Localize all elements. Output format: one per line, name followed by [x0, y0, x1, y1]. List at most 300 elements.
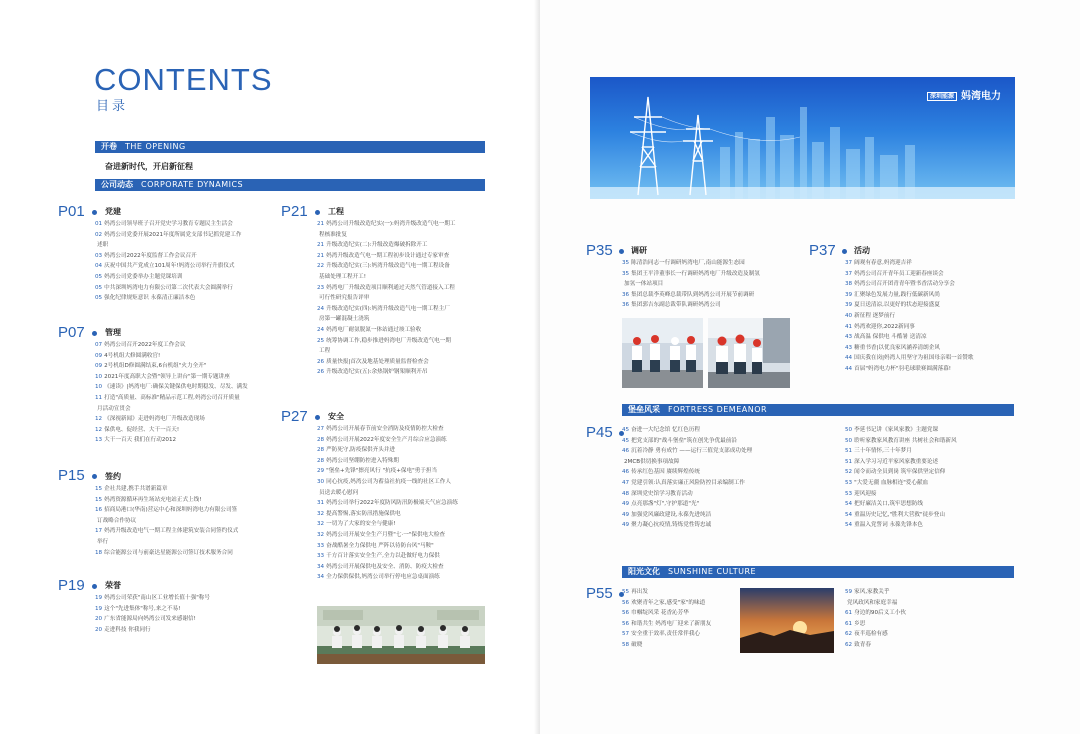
toc-page-number: 43 — [845, 334, 853, 341]
toc-entry-title: 点亮那盏"灯",守护那道"光" — [631, 501, 700, 508]
toc-entry — [845, 478, 957, 489]
toc-entry-title: 三十年情怀,三十年梦月 — [854, 448, 912, 455]
section-dot — [92, 210, 97, 215]
toc-entry — [95, 230, 241, 241]
list-huodong — [845, 258, 973, 375]
toc-entry-title: "堡垒+先锋"擦亮风行 "抗疫+保电"勇于担当 — [326, 468, 438, 475]
toc-entry-title: 家风,家教关乎 — [854, 589, 890, 595]
toc-entry — [622, 425, 752, 436]
toc-entry — [622, 619, 711, 630]
toc-entry — [95, 516, 238, 527]
toc-entry-title: 和谐共生 妈湾电厂迎来了新朋友 — [631, 620, 712, 627]
toc-page-number: 33 — [317, 542, 325, 549]
toc-entry-title: 举行 — [97, 538, 109, 545]
toc-entry — [317, 562, 458, 573]
toc-entry — [845, 353, 973, 364]
toc-entry-title: 国庆我在岗|妈湾人用坚守为祖国母亲唱一首赞歌 — [854, 355, 974, 362]
toc-entry-title: 妈湾升级改造电气一期工程主体建筑安装合同签约仪式 — [104, 528, 239, 535]
toc-entry-title: 身边的90后义工小伙 — [854, 610, 906, 617]
toc-entry-title: 月活动宣贯会 — [97, 405, 131, 412]
toc-entry — [317, 435, 458, 446]
toc-page-number: 62 — [845, 631, 853, 638]
toc-page-number: 19 — [95, 605, 103, 612]
toc-entry — [95, 425, 248, 436]
toc-entry — [845, 322, 973, 333]
toc-entry — [845, 311, 973, 322]
toc-entry — [317, 572, 458, 583]
toc-entry-title: 妈湾公司坚绷防控进入特殊期 — [326, 457, 399, 464]
list-dangjian — [95, 219, 241, 304]
toc-entry-title: 质量快报|首次及地基处理质量监督检查会 — [326, 358, 429, 365]
toc-entry-title: 李延书记讲《家风家教》主题党课 — [854, 427, 939, 433]
list-anquan — [317, 424, 458, 583]
section-title-qianyue: 签约 — [105, 472, 121, 481]
toc-page-number: 03 — [95, 252, 103, 259]
toc-entry — [622, 608, 711, 619]
toc-entry — [317, 357, 455, 368]
toc-page-number: 40 — [845, 312, 853, 319]
toc-page-number: 24 — [317, 305, 325, 312]
list-sunshine-right — [845, 587, 906, 651]
toc-page-number: 19 — [95, 595, 103, 601]
toc-entry — [317, 219, 455, 230]
toc-entry — [845, 608, 906, 619]
toc-entry — [317, 367, 455, 378]
toc-entry — [95, 414, 248, 425]
toc-entry — [845, 457, 957, 468]
company-logo — [927, 87, 1001, 102]
toc-page-number: 09 — [95, 352, 103, 359]
toc-entry-title: 战高温 保供电 斗酷暑 送清凉 — [854, 334, 927, 341]
toc-entry-title: 《速读》|妈湾电厂:确保关键保供电时期稳发、尽发、满发 — [104, 384, 248, 391]
toc-entry — [95, 435, 248, 446]
toc-entry-title: 述职 — [97, 242, 109, 249]
toc-page-number: 05 — [95, 284, 103, 291]
toc-entry-title: 阔观有春意,妈湾迎吉祥 — [854, 260, 912, 266]
toc-entry — [845, 269, 973, 280]
toc-entry-title: 《深视新闻》走进妈湾电厂升级改造现场 — [104, 416, 205, 423]
toc-page-number: 51 — [845, 458, 853, 465]
toc-entry-title: 巾帼绽风采 花香沁芳华 — [631, 610, 689, 617]
toc-entry-title: 招商局港口(华南)营运中心和深圳妈湾电力有限公司签 — [104, 507, 238, 514]
toc-entry-title: 2MCB供切换事项故障 — [624, 458, 680, 465]
toc-entry — [95, 351, 248, 362]
toc-entry-title: 4号机组大修圆满收官! — [104, 352, 161, 359]
list-fortress-left — [622, 425, 752, 531]
fortress-bar-en: FORTRESS DEMEANOR — [668, 405, 768, 414]
toc-page-number: 47 — [622, 479, 630, 486]
toc-page-number: 26 — [317, 369, 325, 376]
toc-entry-title: 深圳党史馆学习教育活动 — [631, 490, 693, 497]
section-page-p27: P27 — [281, 408, 308, 425]
inspection-photo-1 — [622, 318, 703, 388]
toc-entry — [95, 272, 241, 283]
toc-entry-title: 妈湾公司举行2022年度防风防汛防极端天气应急演练 — [326, 500, 458, 507]
toc-entry — [845, 436, 957, 447]
toc-page-number: 49 — [622, 511, 630, 518]
toc-entry — [317, 488, 458, 499]
toc-entry-title: 奋战酷暑全力保供电 严阵以待防台风"马鞍" — [326, 542, 434, 549]
toc-entry — [622, 640, 711, 651]
toc-page-number: 26 — [317, 358, 325, 365]
toc-entry-title: 深入学习习近平家风家教重要论述 — [854, 458, 939, 465]
toc-entry-title: 千方百计落实安全生产,全力以赴做好电力保供 — [326, 553, 440, 560]
toc-page-number: 45 — [622, 437, 630, 444]
toc-entry — [317, 261, 455, 272]
toc-entry — [317, 336, 455, 347]
toc-entry — [845, 300, 973, 311]
toc-page-number: 62 — [845, 641, 853, 648]
toc-entry — [95, 495, 238, 506]
toc-page-number: 51 — [845, 448, 853, 455]
toc-entry — [845, 446, 957, 457]
sunshine-bar-zh: 阳光文化 — [628, 567, 660, 576]
toc-page-number: 49 — [622, 522, 630, 529]
toc-entry-title: 打造"高质量、高标准"精品示范工程,妈湾公司召开质量 — [104, 394, 240, 401]
toc-entry-title: 广东省能源局向妈湾公司发来感谢信! — [104, 616, 196, 623]
toc-entry-title: 致青春 — [854, 641, 871, 648]
toc-entry-title: 工程 — [319, 348, 331, 355]
toc-page-number: 58 — [622, 641, 630, 648]
toc-entry-title: "大爱无疆 血脉相连"爱心献血 — [854, 479, 929, 486]
toc-page-number: 32 — [317, 521, 325, 528]
section-title-rongyu: 荣誉 — [105, 581, 121, 590]
toc-page-number: 53 — [845, 490, 853, 497]
toc-entry-title: 妈湾电厂耐氨脱氮一体站通过竣工验收 — [326, 326, 422, 333]
toc-entry — [317, 304, 455, 315]
toc-entry-title: 升级改造纪实(二):升级改造爆破拆除开工 — [326, 242, 428, 249]
section-page-p45: P45 — [586, 424, 613, 441]
inspection-photo-2 — [708, 318, 790, 388]
toc-entry — [622, 510, 752, 521]
toc-entry-title: 妈湾升级改造气电一期工程初步设计通过专家审查 — [326, 252, 450, 259]
toc-entry — [622, 467, 752, 478]
toc-page-number: 43 — [845, 344, 853, 351]
toc-entry-title: 升级改造纪实(四):妈湾升级改造气电一期工程主厂 — [326, 305, 450, 312]
toc-page-number: 25 — [317, 337, 325, 344]
list-diaoyan — [622, 258, 760, 311]
toc-page-number: 41 — [845, 323, 853, 330]
toc-page-number: 59 — [845, 589, 853, 595]
toc-page-number: 05 — [95, 295, 103, 302]
toc-page-number: 50 — [845, 437, 853, 444]
section-page-p15: P15 — [58, 467, 85, 484]
toc-entry — [95, 293, 241, 304]
toc-entry — [845, 510, 957, 521]
sunshine-bar — [622, 566, 1014, 578]
toc-entry — [845, 425, 957, 436]
toc-page-number: 20 — [95, 626, 103, 633]
toc-entry — [622, 457, 752, 468]
meeting-photo — [317, 606, 485, 664]
toc-entry-title: 集团王平洋董事长一行调研妈湾电厂升级改造及制氢 — [631, 270, 760, 277]
toc-entry — [845, 258, 973, 269]
toc-entry — [317, 251, 455, 262]
sunset-photo — [740, 588, 834, 653]
list-guanli — [95, 340, 248, 446]
toc-entry — [622, 489, 752, 500]
toc-entry-title: 把党支部的"战斗堡垒"筑在创先争优最前沿 — [631, 437, 737, 444]
toc-entry — [622, 300, 760, 311]
toc-entry-title: 妈湾公司开展安全生产月暨"七·一"保供电大检查 — [326, 531, 445, 538]
toc-page-number: 38 — [845, 281, 853, 288]
toc-page-number: 31 — [317, 500, 325, 507]
toc-entry — [95, 261, 241, 272]
toc-entry-title: 夜半巡检有感 — [854, 631, 888, 638]
toc-entry — [845, 489, 957, 500]
fortress-bar — [622, 404, 1014, 416]
toc-page-number: 21 — [317, 221, 325, 227]
toc-entry — [95, 625, 210, 636]
toc-entry-title: 集团郭吉东副总裁带队调研妈湾公司 — [631, 302, 721, 309]
toc-entry — [845, 467, 957, 478]
dynamics-bar-en: CORPORATE DYNAMICS — [141, 180, 244, 189]
toc-entry — [317, 314, 455, 325]
dynamics-bar-zh: 公司动态 — [101, 180, 133, 189]
section-title-guanli: 管理 — [105, 328, 121, 337]
section-page-p19: P19 — [58, 577, 85, 594]
toc-page-number: 10 — [95, 384, 103, 391]
toc-page-number: 15 — [95, 486, 103, 492]
toc-page-number: 48 — [622, 490, 630, 497]
toc-page-number: 28 — [317, 447, 325, 454]
toc-entry-title: 安全重于效率,责任常伴我心 — [631, 631, 701, 638]
toc-entry-title: 传承红色基因 赓续辉煌传统 — [631, 469, 701, 476]
toc-entry — [317, 445, 458, 456]
toc-entry-title: 破晓 — [631, 641, 643, 648]
section-dot — [315, 210, 320, 215]
toc-entry-title: 订战略合作协议 — [97, 517, 137, 524]
toc-page-number: 23 — [317, 284, 325, 291]
toc-entry — [95, 604, 210, 615]
toc-entry — [95, 614, 210, 625]
toc-entry-title: 员送去暖心慰问 — [319, 489, 359, 496]
toc-entry-title: 集团总裁李英峰总裁带队到妈湾公司开展节前调研 — [631, 291, 755, 298]
toc-entry — [622, 436, 752, 447]
toc-page-number: 21 — [317, 252, 325, 259]
toc-entry-title: 同心抗疫,妈湾公司为蓄益社抗疫一线的社区工作人 — [326, 478, 451, 485]
toc-entry-title: 强化纪律规矩意识 永葆清正廉洁本色 — [104, 295, 196, 302]
toc-page-number: 24 — [317, 326, 325, 333]
toc-entry — [317, 498, 458, 509]
list-rongyu — [95, 593, 210, 635]
toc-entry — [845, 587, 906, 598]
toc-page-number: 54 — [845, 522, 853, 529]
toc-entry — [317, 293, 455, 304]
dynamics-bar — [95, 179, 485, 191]
toc-entry-title: 中共深圳妈湾电力有限公司第二次代表大会圆满举行 — [104, 284, 233, 291]
toc-entry — [95, 382, 248, 393]
toc-entry — [95, 372, 248, 383]
toc-page-number: 18 — [95, 549, 103, 556]
toc-entry-title: 乡思 — [854, 620, 866, 627]
toc-entry — [317, 346, 455, 357]
list-fortress-right — [845, 425, 957, 531]
toc-page-number: 16 — [95, 507, 103, 514]
toc-page-number: 28 — [317, 436, 325, 443]
toc-page-number: 30 — [317, 478, 325, 485]
toc-entry — [622, 520, 752, 531]
toc-page-number: 09 — [95, 363, 103, 370]
sunshine-bar-en: SUNSHINE CULTURE — [668, 567, 757, 576]
toc-entry — [622, 269, 760, 280]
opening-title: 奋进新时代，开启新征程 — [105, 162, 193, 171]
toc-page-number: 32 — [317, 510, 325, 517]
toc-entry — [622, 598, 711, 609]
toc-entry-title: 妈湾公司党委举办主题党课培训 — [104, 273, 183, 280]
toc-entry — [622, 587, 711, 598]
section-dot — [92, 584, 97, 589]
toc-entry-title: 统筹协调工作,稳步推进妈湾电厂升级改造气电一期 — [326, 337, 451, 344]
section-title-anquan: 安全 — [328, 412, 344, 421]
toc-entry — [845, 629, 906, 640]
toc-entry-title: 首届"妈湾电力杯"羽毛球联赛圆满落幕! — [854, 365, 952, 372]
toc-entry — [622, 629, 711, 640]
section-page-p21: P21 — [281, 203, 308, 220]
section-page-p35: P35 — [586, 242, 613, 259]
toc-entry-title: 闻令而动全员到岗 筑牢保供坚定信仰 — [854, 469, 946, 476]
toc-entry — [317, 541, 458, 552]
toc-page-number: 46 — [622, 448, 630, 455]
toc-page-number: 52 — [845, 469, 853, 476]
toc-entry — [95, 484, 238, 495]
toc-entry-title: 2号机组D修圆满结束,6台机组"火力全开" — [104, 363, 207, 370]
toc-page-number: 44 — [845, 365, 853, 372]
toc-page-number: 53 — [845, 479, 853, 486]
toc-entry-title: 这个"先进集体"称号,来之不易! — [104, 605, 181, 612]
section-title-diaoyan: 调研 — [631, 246, 647, 255]
toc-entry — [95, 219, 241, 230]
toc-entry-title: 妈湾公司开展保供电及安全、消防、防疫大检查 — [326, 563, 444, 570]
toc-entry — [622, 478, 752, 489]
toc-page-number: 35 — [622, 270, 630, 277]
toc-page-number: 29 — [317, 468, 325, 475]
toc-page-number: 28 — [317, 457, 325, 464]
toc-entry — [95, 593, 210, 604]
toc-entry — [622, 279, 760, 290]
toc-page-number: 12 — [95, 426, 103, 433]
section-dot — [842, 249, 847, 254]
toc-entry — [622, 499, 752, 510]
toc-entry — [317, 477, 458, 488]
toc-page-number: 49 — [622, 501, 630, 508]
opening-bar-en: THE OPENING — [125, 142, 186, 151]
toc-entry-title: 陈清浩同志一行调研妈湾电厂,南山能源生态园 — [631, 260, 745, 266]
toc-entry-title: 基础处理工程开工! — [319, 273, 366, 280]
toc-page-number: 34 — [317, 574, 325, 581]
toc-page-number: 50 — [845, 427, 853, 433]
section-dot — [619, 249, 624, 254]
toc-page-number: 05 — [95, 273, 103, 280]
toc-entry-title: 房第一罐混凝土浇筑 — [319, 316, 370, 323]
toc-entry — [845, 598, 906, 609]
toc-entry — [317, 509, 458, 520]
toc-page-number: 36 — [622, 302, 630, 309]
toc-entry-title: 妈湾公司党委开展2021年度所属党支部书记抓党建工作 — [104, 231, 242, 238]
toc-entry — [95, 340, 248, 351]
toc-page-number: 39 — [845, 302, 853, 309]
toc-entry — [317, 283, 455, 294]
toc-entry — [95, 251, 241, 262]
toc-entry — [845, 499, 957, 510]
toc-entry-title: 提高警惕,落实防汛措施保供电 — [326, 510, 401, 517]
toc-entry — [845, 332, 973, 343]
toc-entry — [845, 279, 973, 290]
toc-page-number: 44 — [845, 355, 853, 362]
toc-page-number: 27 — [317, 426, 325, 432]
toc-page-number: 02 — [95, 231, 103, 238]
fortress-bar-zh: 堡垒风采 — [628, 405, 660, 414]
toc-entry-title: 严防死守,防疫保供齐头并进 — [326, 447, 396, 454]
toc-entry-title: 加强党风廉政建设,永葆先进纯洁 — [631, 511, 712, 518]
toc-page-number: 10 — [95, 373, 103, 380]
toc-page-number: 01 — [95, 221, 103, 227]
toc-page-number: 37 — [845, 270, 853, 277]
toc-page-number: 15 — [95, 496, 103, 503]
toc-entry — [622, 446, 752, 457]
toc-entry-title: 妈湾公司荣获"南山区工业增长值十强"称号 — [104, 595, 210, 601]
toc-entry — [95, 283, 241, 294]
toc-entry-title: 迎风迎接 — [854, 490, 877, 497]
toc-entry-title: 企社共建,携手共谱新篇章 — [104, 486, 168, 492]
toc-page-number: 36 — [622, 291, 630, 298]
toc-entry — [95, 505, 238, 516]
toc-page-number: 45 — [622, 427, 630, 433]
toc-entry-title: 夏日送清凉,以更好的状态迎接盛夏 — [854, 302, 940, 309]
toc-entry-title: 一切为了大家的安全与健康! — [326, 521, 396, 528]
toc-entry-title: 奋进一大纪念馆 忆红色历程 — [631, 427, 701, 433]
toc-entry — [845, 619, 906, 630]
toc-entry-title: 妈湾公司开展春节前安全消防及疫情防控大检查 — [326, 426, 444, 432]
toc-entry-title: 沉着冷静 勇有成竹 ——运行三值党支部成功处理 — [631, 448, 753, 455]
toc-entry-title: 升级改造纪实(五):余热锅炉钢架顺利开吊 — [326, 369, 428, 376]
toc-entry — [317, 551, 458, 562]
toc-entry-title: 妈湾公司召开青年员工迎新春座谈会 — [854, 270, 944, 277]
toc-page-number: 34 — [317, 563, 325, 570]
toc-page-number: 56 — [622, 599, 630, 606]
toc-entry-title: 妈湾公司升级改造纪实(一):妈湾升级改造气电一期工 — [326, 221, 456, 227]
toc-entry-title: 全力保供保供,妈湾公司举行停电应急桌面演练 — [326, 574, 440, 581]
toc-entry — [317, 240, 455, 251]
section-title-huodong: 活动 — [854, 246, 870, 255]
toc-page-number: 13 — [95, 437, 103, 444]
toc-entry — [317, 456, 458, 467]
section-page-p37: P37 — [809, 242, 836, 259]
toc-page-number: 20 — [95, 616, 103, 623]
section-dot — [92, 474, 97, 479]
toc-page-number: 37 — [845, 260, 853, 266]
toc-page-number: 55 — [622, 589, 630, 595]
section-title-dangjian: 党建 — [105, 207, 121, 216]
toc-entry — [95, 526, 238, 537]
toc-entry-title: 妈湾电厂升级改造项目顺利通过天然气管道接入工程 — [326, 284, 455, 291]
toc-entry-title: 重温历史记忆,"胜利大营救"徒步登山 — [854, 511, 945, 518]
toc-entry-title: 汇聚绿色发展力量,践行低碳新风尚 — [854, 291, 940, 298]
toc-entry-title: 升级改造纪实(三):妈湾升级改造气电一期工程设备 — [326, 263, 450, 270]
section-page-p01: P01 — [58, 203, 85, 220]
list-gongcheng — [317, 219, 455, 378]
toc-entry — [317, 519, 458, 530]
toc-page-number: 35 — [622, 260, 630, 266]
toc-entry-title: 妈湾公司领导班子召开党史学习教育专题民主生活会 — [104, 221, 233, 227]
toc-entry-title: 妈湾公司召开2022年度工作会议 — [104, 342, 186, 348]
section-dot — [315, 415, 320, 420]
toc-page-number: 22 — [317, 263, 325, 270]
toc-entry-title: 2021年度高职大会暨"领导上讲台"第一期专题讲座 — [104, 373, 230, 380]
toc-entry — [622, 258, 760, 269]
toc-entry — [95, 361, 248, 372]
toc-entry-title: 党建引领:认真落实廉正风险防控目录编制工作 — [631, 479, 745, 486]
